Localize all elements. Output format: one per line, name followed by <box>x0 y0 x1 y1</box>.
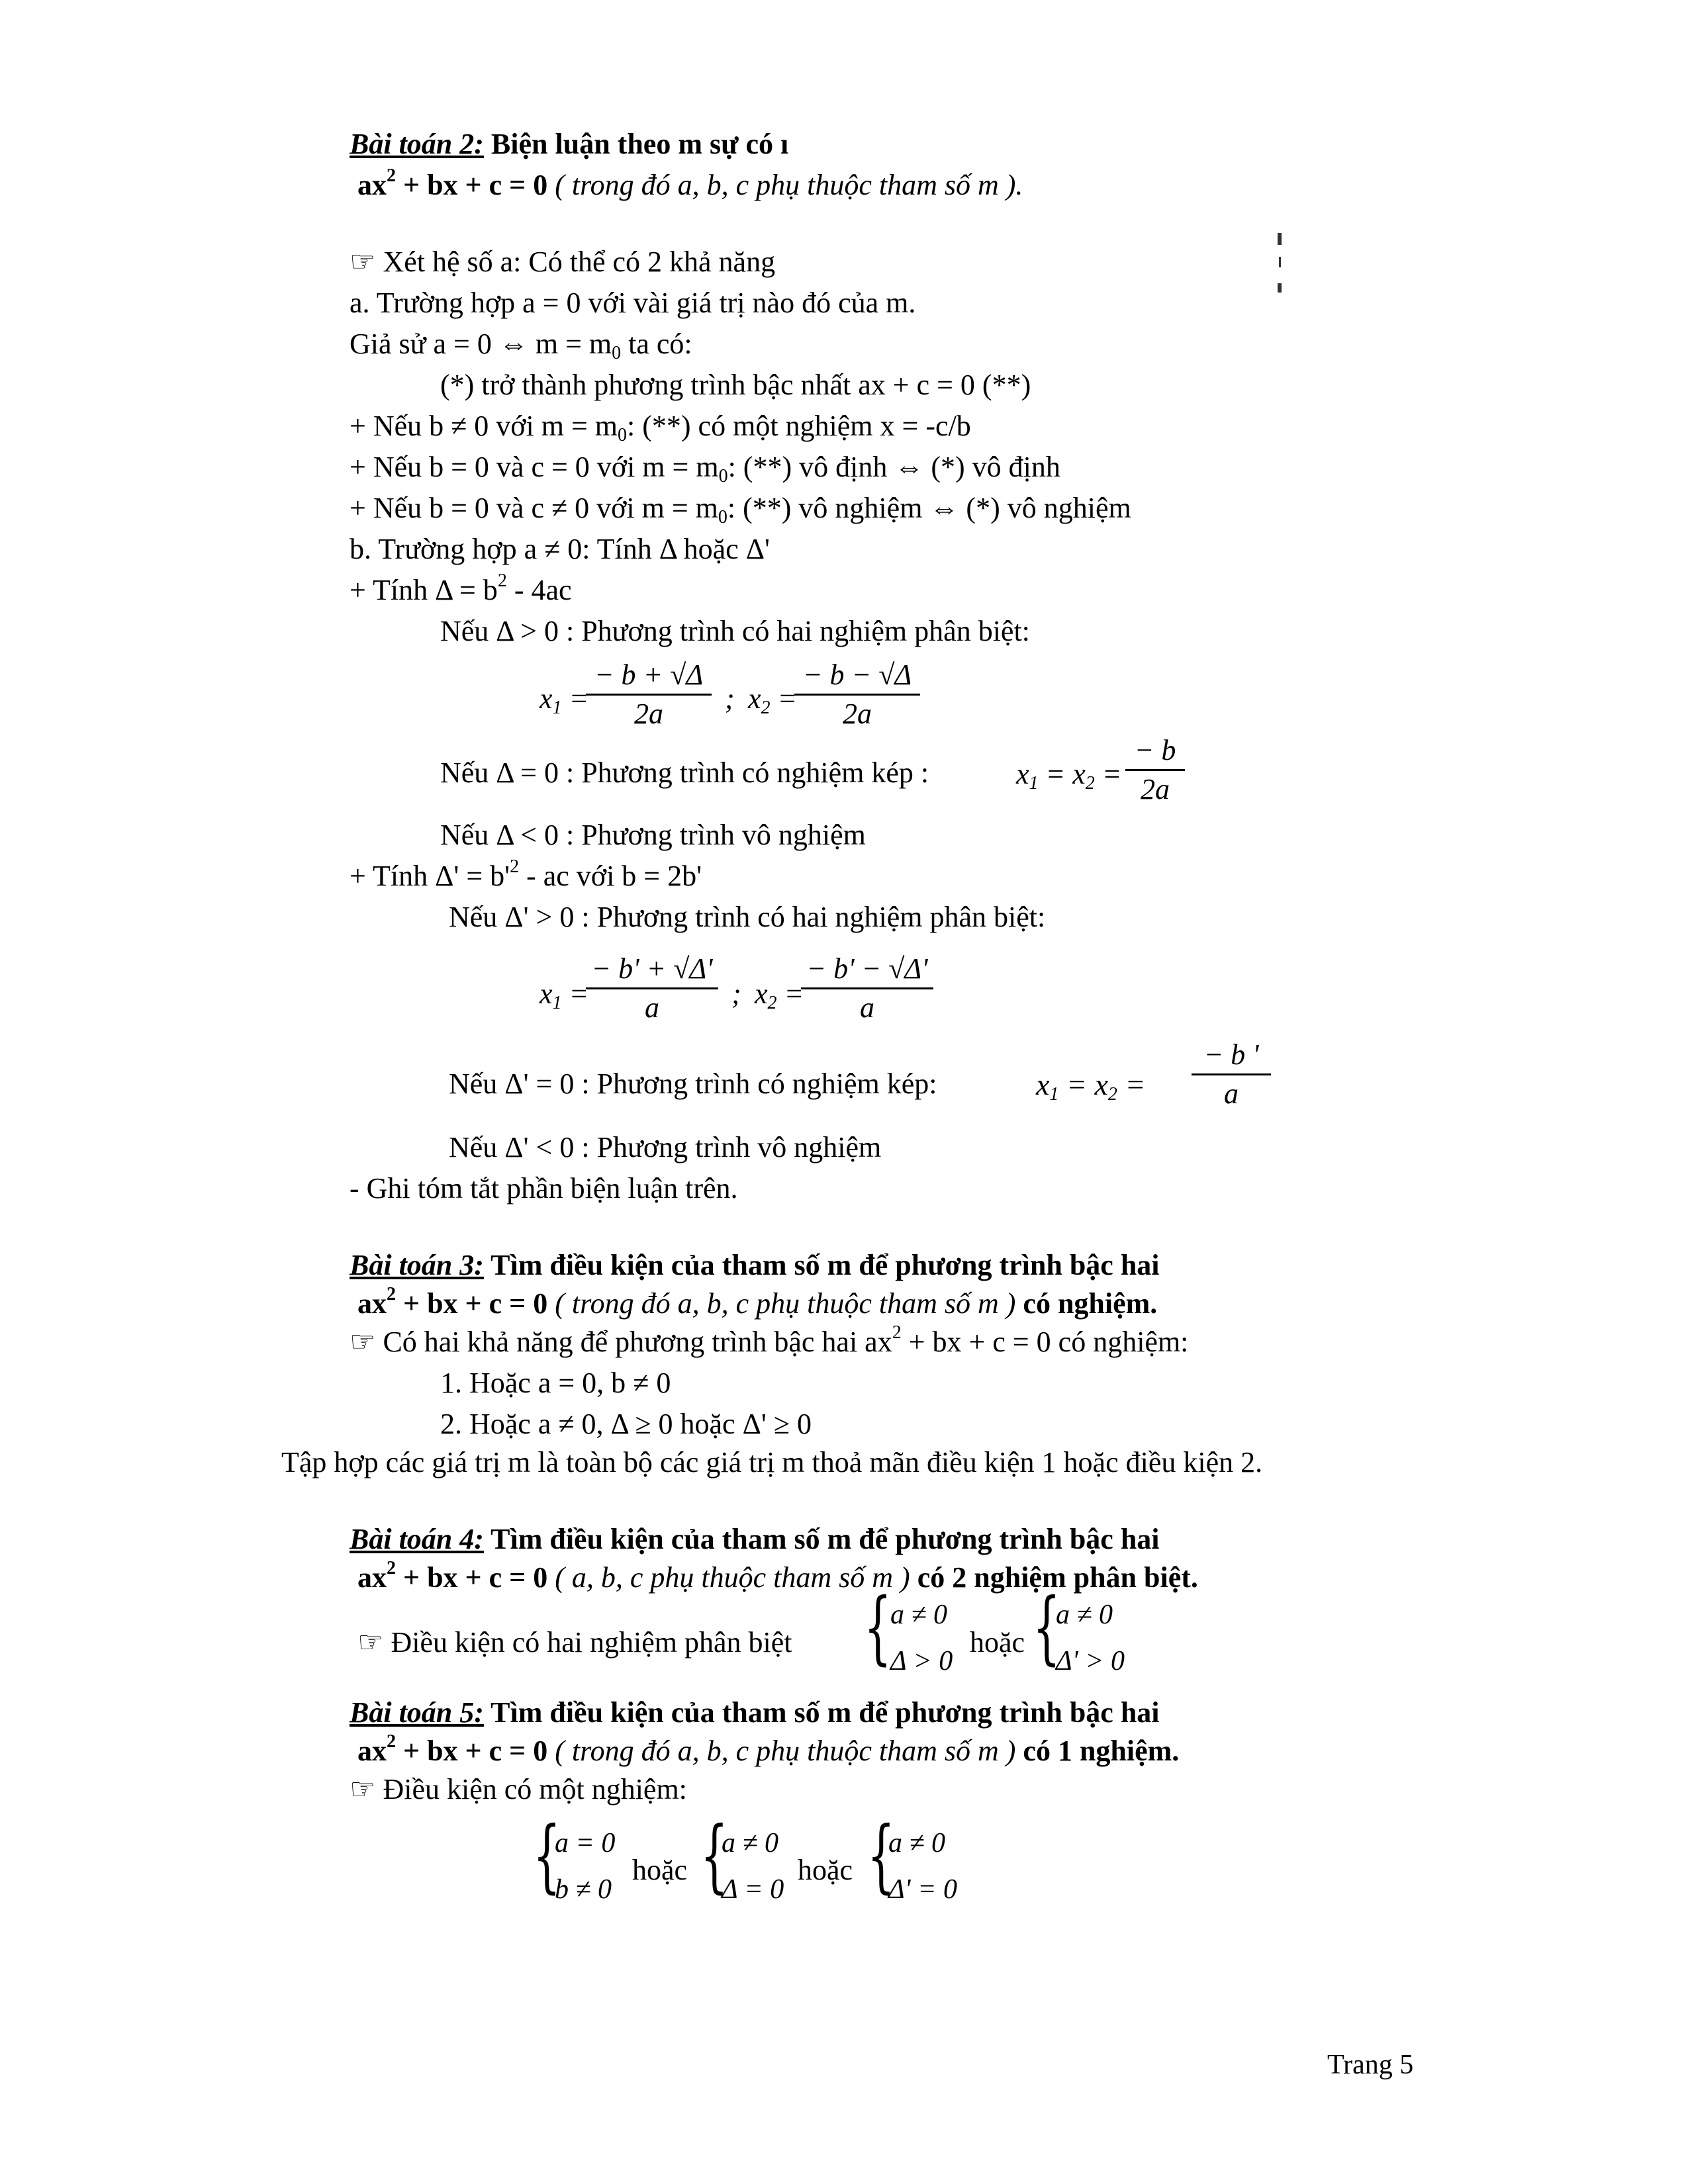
text: - 4ac <box>506 574 572 606</box>
text: có nghiệm. <box>1015 1287 1158 1320</box>
text: ax <box>357 1561 387 1594</box>
text: ( trong đó a, b, c phụ thuộc tham số m ) <box>547 1735 1016 1767</box>
denominator: 2a <box>843 698 872 730</box>
brace-icon: { <box>867 1810 895 1902</box>
text: = <box>770 682 798 715</box>
p2-line-7 <box>350 491 1131 525</box>
problem-4-heading: Tìm điều kiện của tham số m để phương trình bậc hai <box>483 1523 1160 1555</box>
text: + Nếu b = 0 và c ≠ 0 với m = m <box>350 492 718 524</box>
sub: 2 <box>767 993 777 1013</box>
sub: 0 <box>612 343 622 363</box>
p4-line-1: ☞ Điều kiện có hai nghiệm phân biệt <box>357 1626 792 1659</box>
text: = <box>561 682 589 715</box>
sup: 2 <box>387 1284 396 1304</box>
problem-2-equation <box>357 165 1023 203</box>
text: - ac với b = 2b' <box>519 860 702 892</box>
text: + bx + c = 0 <box>396 1287 548 1320</box>
fraction-x1 <box>586 657 712 733</box>
system-c <box>888 1820 957 1913</box>
text: = <box>1117 1068 1146 1101</box>
condition: Δ = 0 <box>722 1874 784 1905</box>
p2-line-11: Nếu Δ = 0 : Phương trình có nghiệm kép : <box>440 756 929 789</box>
text: Giả sử a = 0 ⇔ m = m <box>350 328 612 360</box>
brace-icon: { <box>700 1810 728 1902</box>
text: + bx + c = 0 <box>396 1561 548 1594</box>
scan-mark <box>1278 283 1282 293</box>
p2-line-6 <box>350 450 1060 484</box>
sub: 0 <box>718 466 728 486</box>
problem-2-label: Bài toán 2: <box>350 128 484 160</box>
text: = <box>776 978 804 1010</box>
or-label: hoặc <box>798 1854 853 1886</box>
text: + Tính Δ = b <box>350 574 498 606</box>
fraction-x2 <box>794 657 920 733</box>
condition: a ≠ 0 <box>1056 1600 1113 1630</box>
sub: 0 <box>618 425 628 445</box>
condition: Δ' = 0 <box>888 1874 957 1905</box>
sup: 2 <box>387 165 396 186</box>
text: + Tính Δ' = b' <box>350 860 510 892</box>
text: = <box>1094 758 1122 790</box>
p2-line-13 <box>350 856 702 893</box>
formula-x1-prime <box>539 977 588 1011</box>
p2-line-1: ☞ Xét hệ số a: Có thể có 2 khả năng <box>350 246 776 278</box>
condition: Δ > 0 <box>890 1646 953 1676</box>
scan-mark <box>1279 257 1281 267</box>
text: x <box>539 682 553 715</box>
semicolon: ; <box>731 978 741 1010</box>
text: ax <box>357 1735 387 1767</box>
p3-line-1 <box>350 1322 1189 1359</box>
eq-ax: ax <box>357 169 387 201</box>
text: ax <box>357 1287 387 1320</box>
p2-line-16: Nếu Δ' < 0 : Phương trình vô nghiệm <box>449 1131 882 1163</box>
text: x <box>748 682 761 715</box>
sub: 1 <box>552 698 562 718</box>
formula-x2 <box>748 682 798 718</box>
brace-icon: { <box>1033 1582 1060 1674</box>
fraction-double-root <box>1125 732 1185 808</box>
system-b <box>722 1820 784 1913</box>
sup: 2 <box>510 856 520 877</box>
condition: b ≠ 0 <box>555 1874 612 1905</box>
denominator: a <box>860 991 874 1024</box>
text: ( trong đó a, b, c phụ thuộc tham số m ) <box>547 1287 1016 1320</box>
text: ta có: <box>621 328 692 360</box>
p3-line-2: 1. Hoặc a = 0, b ≠ 0 <box>440 1367 671 1399</box>
sub: 1 <box>1049 1084 1059 1105</box>
text: x <box>539 978 553 1010</box>
p5-line-1: ☞ Điều kiện có một nghiệm: <box>350 1773 687 1805</box>
text: : (**) có một nghiệm x = -c/b <box>627 410 971 442</box>
formula-double-root-prime <box>1036 1067 1146 1105</box>
condition: a ≠ 0 <box>888 1828 946 1858</box>
text: + bx + c = 0 có nghiệm: <box>901 1326 1189 1358</box>
denominator: a <box>645 991 659 1024</box>
text: : (**) vô định ⇔ (*) vô định <box>727 451 1060 483</box>
condition: a = 0 <box>555 1828 616 1858</box>
page-number: Trang 5 <box>1327 2050 1414 2080</box>
numerator: − b' − √Δ' <box>806 952 928 985</box>
scan-mark <box>1278 233 1282 245</box>
denominator: a <box>1224 1077 1239 1110</box>
formula-x2-prime <box>755 977 804 1011</box>
eq-note: ( trong đó a, b, c phụ thuộc tham số m ). <box>547 169 1023 201</box>
p3-line-3: 2. Hoặc a ≠ 0, Δ ≥ 0 hoặc Δ' ≥ 0 <box>440 1408 812 1440</box>
sup: 2 <box>892 1322 902 1343</box>
fraction-double-root-prime <box>1192 1036 1271 1113</box>
sup: 2 <box>387 1731 396 1752</box>
numerator: − b + √Δ <box>594 659 704 691</box>
system-a <box>555 1820 615 1913</box>
p2-line-4: (*) trở thành phương trình bậc nhất ax + c = 0 (**) <box>440 369 1031 401</box>
problem-4-title <box>350 1522 1160 1557</box>
text: ☞ Có hai khả năng để phương trình bậc hai ax <box>350 1326 892 1358</box>
problem-5-heading: Tìm điều kiện của tham số m để phương trình bậc hai <box>483 1696 1160 1729</box>
numerator: − b ' <box>1203 1038 1259 1071</box>
text: + Nếu b = 0 và c = 0 với m = m <box>350 451 719 483</box>
problem-5-title <box>350 1696 1160 1730</box>
text: có 2 nghiệm phân biệt. <box>910 1561 1198 1594</box>
formula-double-root <box>1016 757 1122 794</box>
problem-2-title <box>350 127 788 161</box>
p2-line-3 <box>350 327 692 361</box>
system-1 <box>890 1592 953 1684</box>
sub: 0 <box>718 507 727 527</box>
p2-line-12: Nếu Δ < 0 : Phương trình vô nghiệm <box>440 819 866 851</box>
sup: 2 <box>387 1558 396 1578</box>
p2-line-10: Nếu Δ > 0 : Phương trình có hai nghiệm phân biệt: <box>440 615 1030 647</box>
eq-rest: + bx + c = 0 <box>396 169 548 201</box>
text: = x <box>1038 758 1086 790</box>
text: = x <box>1058 1068 1108 1101</box>
denominator: 2a <box>634 698 663 730</box>
problem-3-equation <box>357 1284 1158 1321</box>
denominator: 2a <box>1141 773 1170 805</box>
problem-3-title <box>350 1248 1160 1283</box>
problem-4-label: Bài toán 4: <box>350 1523 484 1555</box>
p3-line-4: Tập hợp các giá trị m là toàn bộ các giá trị m thoả mãn điều kiện 1 hoặc điều kiện 2. <box>281 1446 1263 1479</box>
problem-4-equation <box>357 1558 1198 1595</box>
text: có 1 nghiệm. <box>1015 1735 1180 1767</box>
p2-line-9 <box>350 570 572 608</box>
condition: Δ' > 0 <box>1056 1646 1125 1676</box>
text: x <box>755 978 768 1010</box>
problem-5-equation <box>357 1731 1180 1768</box>
sup: 2 <box>497 570 507 591</box>
p2-line-8: b. Trường hợp a ≠ 0: Tính Δ hoặc Δ' <box>350 533 770 565</box>
or-label: hoặc <box>632 1854 688 1886</box>
brace-icon: { <box>864 1582 892 1674</box>
sub: 1 <box>552 993 562 1013</box>
brace-icon: { <box>533 1810 561 1902</box>
text: x <box>1016 758 1029 790</box>
text: : (**) vô nghiệm ⇔ (*) vô nghiệm <box>727 492 1131 524</box>
text: x <box>1036 1068 1050 1101</box>
formula-x1 <box>539 682 589 718</box>
condition: a ≠ 0 <box>890 1600 948 1630</box>
sub: 1 <box>1029 773 1039 794</box>
or-label: hoặc <box>970 1626 1025 1659</box>
semicolon: ; <box>725 682 735 715</box>
text: = <box>561 978 589 1010</box>
sub: 2 <box>1085 773 1095 794</box>
p2-line-17: - Ghi tóm tắt phần biện luận trên. <box>350 1172 738 1205</box>
system-2 <box>1056 1592 1125 1684</box>
problem-3-heading: Tìm điều kiện của tham số m để phương trình bậc hai <box>483 1249 1160 1281</box>
problem-5-label: Bài toán 5: <box>350 1696 484 1729</box>
p2-line-2: a. Trường hợp a = 0 với vài giá trị nào đó của m. <box>350 287 916 319</box>
condition: a ≠ 0 <box>722 1828 779 1858</box>
text: + Nếu b ≠ 0 với m = m <box>350 410 618 442</box>
fraction-x1-prime <box>586 950 718 1026</box>
sub: 2 <box>761 698 771 718</box>
p2-line-15: Nếu Δ' = 0 : Phương trình có nghiệm kép: <box>449 1068 937 1100</box>
sub: 2 <box>1107 1084 1117 1105</box>
numerator: − b' + √Δ' <box>591 952 713 985</box>
problem-2-heading: Biện luận theo m sự có ı <box>491 128 789 160</box>
numerator: − b <box>1134 734 1176 766</box>
fraction-x2-prime <box>801 950 933 1026</box>
numerator: − b − √Δ <box>802 659 912 691</box>
p2-line-5 <box>350 409 971 443</box>
text: + bx + c = 0 <box>396 1735 548 1767</box>
text: ( a, b, c phụ thuộc tham số m ) <box>547 1561 910 1594</box>
problem-3-label: Bài toán 3: <box>350 1249 484 1281</box>
p2-line-14: Nếu Δ' > 0 : Phương trình có hai nghiệm phân biệt: <box>449 901 1046 933</box>
